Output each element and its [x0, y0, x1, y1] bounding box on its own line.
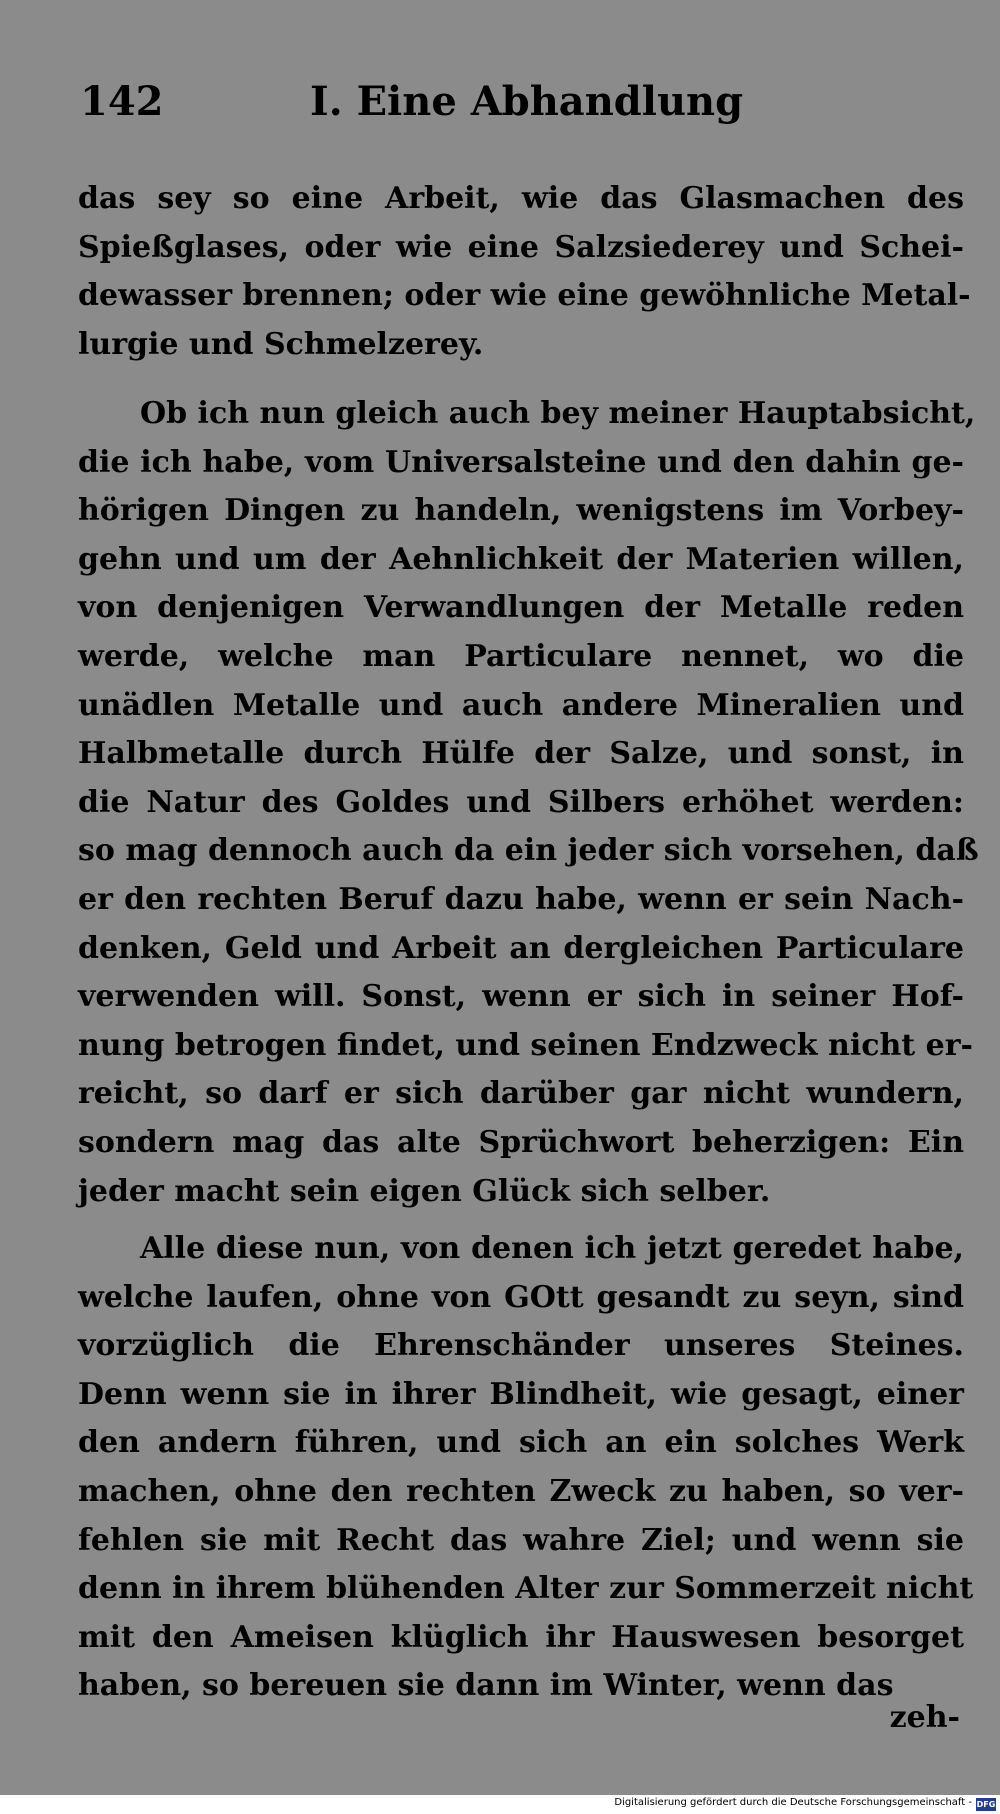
text-line: sondern mag das alte Sprüchwort beherzigen: Ein [78, 1124, 964, 1160]
text-line: jeder macht sein eigen Glück sich selber. [78, 1173, 771, 1209]
text-line: Halbmetalle durch Hülfe der Salze, und sonst, in [78, 736, 964, 772]
paragraph [78, 1225, 974, 1711]
text-line: den andern führen, und sich an ein solches Werk [78, 1425, 964, 1461]
text-line: er den rechten Beruf dazu habe, wenn er sein Nach- [78, 881, 964, 917]
text-line: die Natur des Goldes und Silbers erhöhet werden: [78, 784, 964, 820]
paragraph [78, 390, 979, 1216]
text-line: mit den Ameisen klüglich ihr Hauswesen besorget [78, 1619, 964, 1655]
text-line: lurgie und Schmelzerey. [78, 326, 484, 362]
text-line: von denjenigen Verwandlungen der Metalle reden [78, 590, 964, 626]
text-line: denken, Geld und Arbeit an dergleichen Particulare [78, 930, 964, 966]
footer-credit: Digitalisierung gefördert durch die Deutsche Forschungsgemeinschaft - [614, 1797, 972, 1808]
text-line: denn in ihrem blühenden Alter zur Sommerzeit nicht [78, 1571, 974, 1607]
text-line: unädlen Metalle und auch andere Mineralien und [78, 687, 964, 723]
text-line: Alle diese nun, von denen ich jetzt geredet habe, [140, 1231, 964, 1266]
text-line: haben, so bereuen sie dann im Winter, wenn das [78, 1668, 894, 1704]
dfg-logo: DFG [976, 1800, 996, 1809]
text-line: gehn und um der Aehnlichkeit der Materien willen, [78, 541, 964, 577]
text-line: reicht, so darf er sich darüber gar nicht wundern, [78, 1076, 964, 1112]
running-title: I. Eine Abhandlung [310, 78, 744, 125]
text-line: das sey so eine Arbeit, wie das Glasmachen des [78, 181, 964, 216]
text-line: verwenden will. Sonst, wenn er sich in seiner Hof- [78, 979, 964, 1015]
text-line: welche laufen, ohne von GOtt gesandt zu seyn, sind [78, 1279, 964, 1315]
text-line: die ich habe, vom Universalsteine und den dahin ge- [78, 444, 964, 480]
text-line: dewasser brennen; oder wie eine gewöhnliche Metal- [78, 278, 971, 314]
paragraph [78, 175, 971, 369]
text-line: Denn wenn sie in ihrer Blindheit, wie gesagt, einer [78, 1376, 964, 1412]
text-line: nung betrogen findet, und seinen Endzweck nicht er- [78, 1027, 973, 1063]
text-line: machen, ohne den rechten Zweck zu haben, so ver- [78, 1473, 964, 1509]
text-line: Spießglases, oder wie eine Salzsiederey und Schei- [78, 229, 964, 265]
text-line: Ob ich nun gleich auch bey meiner Hauptabsicht, [140, 396, 976, 431]
text-line: vorzüglich die Ehrenschänder unseres Steines. [78, 1328, 964, 1364]
text-line: werde, welche man Particulare nennet, wo die [78, 638, 964, 674]
page-header [80, 78, 960, 138]
page-number: 142 [80, 78, 164, 125]
text-line: fehlen sie mit Recht das wahre Ziel; und wenn sie [78, 1522, 964, 1558]
footer-bar [0, 1795, 1000, 1814]
text-line: so mag dennoch auch da ein jeder sich vorsehen, daß [78, 833, 979, 869]
text-line: hörigen Dingen zu handeln, wenigstens im Vorbey- [78, 493, 964, 529]
catchword: zeh- [889, 1700, 960, 1735]
